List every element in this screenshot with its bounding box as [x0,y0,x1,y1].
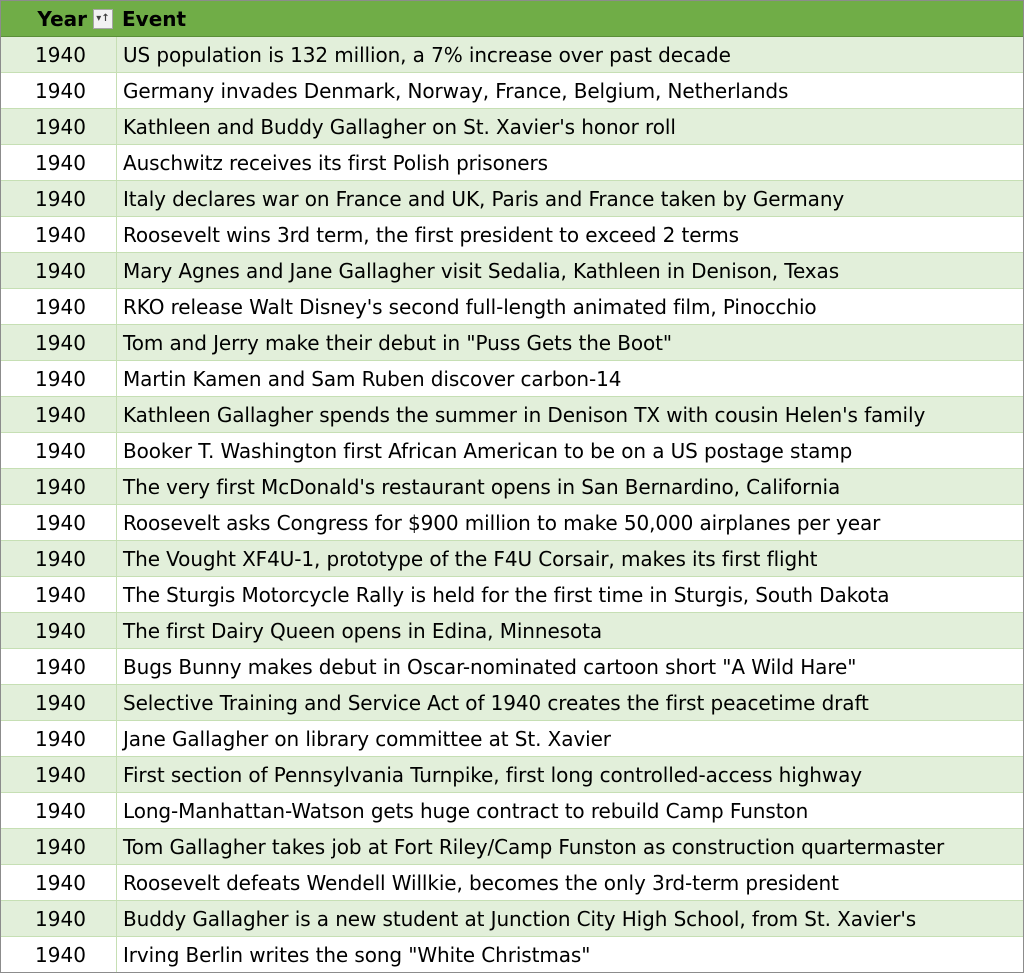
year-cell[interactable]: 1940 [1,577,117,612]
year-cell[interactable]: 1940 [1,505,117,540]
year-cell[interactable]: 1940 [1,217,117,252]
year-cell[interactable]: 1940 [1,721,117,756]
year-cell[interactable]: 1940 [1,541,117,576]
table-row[interactable] [1,757,1023,793]
table-row[interactable] [1,829,1023,865]
table-row[interactable] [1,505,1023,541]
table-row[interactable] [1,289,1023,325]
table-row[interactable] [1,325,1023,361]
year-cell[interactable]: 1940 [1,73,117,108]
event-cell[interactable]: Roosevelt asks Congress for $900 million to make 50,000 airplanes per year [123,510,881,535]
year-cell[interactable]: 1940 [1,865,117,900]
event-cell[interactable]: Roosevelt wins 3rd term, the first president to exceed 2 terms [123,222,739,247]
year-cell[interactable]: 1940 [1,469,117,504]
event-cell[interactable]: Germany invades Denmark, Norway, France, Belgium, Netherlands [123,78,789,103]
year-cell[interactable]: 1940 [1,289,117,324]
year-cell[interactable]: 1940 [1,181,117,216]
year-cell[interactable]: 1940 [1,145,117,180]
event-cell[interactable]: Kathleen Gallagher spends the summer in Denison TX with cousin Helen's family [123,402,926,427]
table-row[interactable] [1,253,1023,289]
table-row[interactable] [1,145,1023,181]
year-cell[interactable]: 1940 [1,685,117,720]
table-row[interactable] [1,217,1023,253]
year-cell[interactable]: 1940 [1,397,117,432]
year-cell[interactable]: 1940 [1,253,117,288]
event-cell[interactable]: Long-Manhattan-Watson gets huge contract to rebuild Camp Funston [123,798,809,823]
table-row[interactable] [1,541,1023,577]
event-cell[interactable]: RKO release Walt Disney's second full-length animated film, Pinocchio [123,294,817,319]
event-cell[interactable]: Bugs Bunny makes debut in Oscar-nominated cartoon short "A Wild Hare" [123,654,857,679]
table-row[interactable] [1,37,1023,73]
table-row[interactable] [1,613,1023,649]
year-cell[interactable]: 1940 [1,793,117,828]
table-row[interactable] [1,73,1023,109]
event-cell[interactable]: Booker T. Washington first African American to be on a US postage stamp [123,438,853,463]
table-header [1,1,1023,37]
table-body [1,37,1023,973]
year-cell[interactable]: 1940 [1,325,117,360]
sort-filter-dropdown-icon[interactable]: ▾↑ [93,9,113,29]
event-cell[interactable]: The first Dairy Queen opens in Edina, Minnesota [123,618,603,643]
event-cell[interactable]: Buddy Gallagher is a new student at Junction City High School, from St. Xavier's [123,906,917,931]
event-cell[interactable]: US population is 132 million, a 7% increase over past decade [123,42,731,67]
year-cell[interactable]: 1940 [1,433,117,468]
table-row[interactable] [1,865,1023,901]
table-row[interactable] [1,901,1023,937]
year-cell[interactable]: 1940 [1,649,117,684]
table-row[interactable] [1,109,1023,145]
event-cell[interactable]: Selective Training and Service Act of 1940 creates the first peacetime draft [123,690,869,715]
year-cell[interactable]: 1940 [1,937,117,972]
table-row[interactable] [1,937,1023,973]
event-column-header[interactable] [117,1,1023,36]
event-cell[interactable]: Irving Berlin writes the song "White Christmas" [123,942,591,967]
year-cell[interactable]: 1940 [1,829,117,864]
table-row[interactable] [1,721,1023,757]
year-cell[interactable]: 1940 [1,901,117,936]
table-row[interactable] [1,397,1023,433]
table-row[interactable] [1,577,1023,613]
year-cell[interactable]: 1940 [1,613,117,648]
event-cell[interactable]: The Vought XF4U-1, prototype of the F4U Corsair, makes its first flight [123,546,818,571]
year-cell[interactable]: 1940 [1,757,117,792]
event-cell[interactable]: Martin Kamen and Sam Ruben discover carbon-14 [123,366,622,391]
table-row[interactable] [1,793,1023,829]
event-cell[interactable]: Mary Agnes and Jane Gallagher visit Sedalia, Kathleen in Denison, Texas [123,258,840,283]
event-cell[interactable]: Kathleen and Buddy Gallagher on St. Xavier's honor roll [123,114,676,139]
event-cell[interactable]: Auschwitz receives its first Polish prisoners [123,150,548,175]
event-cell[interactable]: First section of Pennsylvania Turnpike, first long controlled-access highway [123,762,863,787]
year-column-header[interactable] [1,1,117,36]
year-header-label: Year [37,6,87,31]
event-cell[interactable]: Roosevelt defeats Wendell Willkie, becomes the only 3rd-term president [123,870,839,895]
event-cell[interactable]: The Sturgis Motorcycle Rally is held for the first time in Sturgis, South Dakota [123,582,890,607]
table-row[interactable] [1,685,1023,721]
table-row[interactable] [1,433,1023,469]
year-cell[interactable]: 1940 [1,37,117,72]
table-row[interactable] [1,469,1023,505]
table-row[interactable] [1,361,1023,397]
event-header-label: Event [122,6,187,31]
event-cell[interactable]: Italy declares war on France and UK, Paris and France taken by Germany [123,186,845,211]
event-cell[interactable]: Tom and Jerry make their debut in "Puss Gets the Boot" [123,330,672,355]
year-cell[interactable]: 1940 [1,361,117,396]
table-row[interactable] [1,181,1023,217]
event-cell[interactable]: Tom Gallagher takes job at Fort Riley/Camp Funston as construction quartermaster [123,834,945,859]
event-cell[interactable]: Jane Gallagher on library committee at St. Xavier [123,726,611,751]
year-cell[interactable]: 1940 [1,109,117,144]
event-cell[interactable]: The very first McDonald's restaurant opens in San Bernardino, California [123,474,841,499]
table-row[interactable] [1,649,1023,685]
